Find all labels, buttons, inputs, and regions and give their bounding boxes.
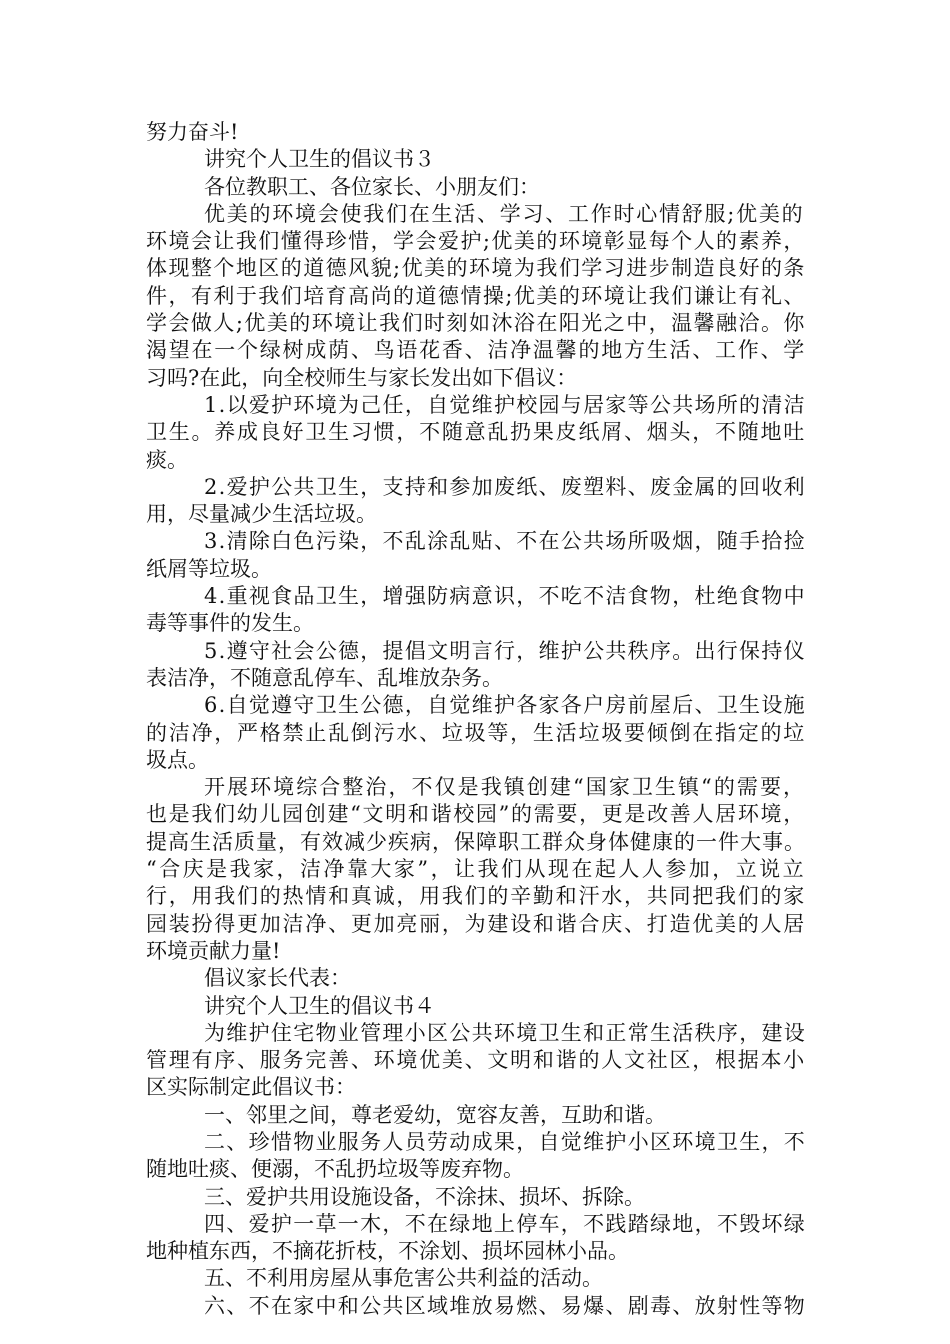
text-line	[146, 1265, 806, 1292]
text-line	[146, 283, 806, 310]
text-line	[146, 501, 806, 528]
text-line-content: 随地吐痰、便溺，不乱扔垃圾等废弃物。	[146, 1157, 524, 1182]
text-line-content: 2.爱护公共卫生，支持和参加废纸、废塑料、废金属的回收利	[204, 474, 806, 499]
text-line-content: 优美的环境会使我们在生活、学习、工作时心情舒服;优美的	[204, 201, 805, 226]
text-line	[146, 965, 806, 992]
text-line-content: 环境贡献力量!	[146, 938, 281, 963]
text-line	[146, 146, 806, 173]
document-page	[146, 119, 806, 1320]
text-line	[146, 583, 806, 610]
text-line	[146, 419, 806, 446]
text-line-content: 1.以爱护环境为己任，自觉维护校园与居家等公共场所的清洁	[204, 392, 806, 417]
text-line	[146, 119, 806, 146]
text-line	[146, 337, 806, 364]
text-line-content: 提高生活质量，有效减少疾病，保障职工群众身体健康的一件大事。	[146, 829, 806, 854]
text-line-content: 件，有利于我们培育高尚的道德情操;优美的环境让我们谦让有礼、	[146, 283, 806, 308]
text-line	[146, 638, 806, 665]
text-line	[146, 1102, 806, 1129]
text-line	[146, 1184, 806, 1211]
text-line	[146, 1047, 806, 1074]
text-line	[146, 1211, 806, 1238]
text-line-content: 五、不利用房屋从事危害公共利益的活动。	[204, 1266, 603, 1291]
text-line	[146, 720, 806, 747]
text-line-content: 各位教职工、各位家长、小朋友们：	[204, 174, 540, 199]
text-line	[146, 1293, 806, 1320]
text-line	[146, 856, 806, 883]
text-line	[146, 692, 806, 719]
text-line-content: 为维护住宅物业管理小区公共环境卫生和正常生活秩序，建设	[204, 1020, 807, 1045]
text-line	[146, 310, 806, 337]
text-line	[146, 938, 806, 965]
text-line-content: 表洁净，不随意乱停车、乱堆放杂务。	[146, 665, 503, 690]
text-line-content: 一、邻里之间，尊老爱幼，宽容友善，互助和谐。	[204, 1102, 666, 1127]
text-line-content: 圾点。	[146, 747, 209, 772]
text-line-content: 卫生。养成良好卫生习惯，不随意乱扔果皮纸屑、烟头，不随地吐	[146, 420, 807, 445]
text-line	[146, 829, 806, 856]
text-line	[146, 447, 806, 474]
text-line-content: 的洁净，严格禁止乱倒污水、垃圾等，生活垃圾要倾倒在指定的垃	[146, 720, 807, 745]
text-line	[146, 911, 806, 938]
text-line-content: 管理有序、服务完善、环境优美、文明和谐的人文社区，根据本小	[146, 1048, 807, 1073]
text-line	[146, 801, 806, 828]
text-line-content: 体现整个地区的道德风貌;优美的环境为我们学习进步制造良好的条	[146, 256, 806, 281]
text-line	[146, 528, 806, 555]
text-line-content: 也是我们幼儿园创建“文明和谐校园”的需要，更是改善人居环境，	[146, 802, 806, 827]
text-line-content: 痰。	[146, 447, 188, 472]
text-line-content: 毒等事件的发生。	[146, 611, 314, 636]
text-line-content: 六、不在家中和公共区域堆放易燃、易爆、剧毒、放射性等物	[204, 1293, 807, 1318]
text-line-content: 环境会让我们懂得珍惜，学会爱护;优美的环境彰显每个人的素养，	[146, 229, 806, 254]
text-line-content: 四、爱护一草一木，不在绿地上停车，不践踏绿地，不毁坏绿	[204, 1211, 807, 1236]
text-line-content: 区实际制定此倡议书：	[146, 1075, 356, 1100]
text-line	[146, 474, 806, 501]
text-line-content: 渴望在一个绿树成荫、鸟语花香、洁净温馨的地方生活、工作、学	[146, 338, 807, 363]
text-line	[146, 747, 806, 774]
text-line-content: 园装扮得更加洁净、更加亮丽，为建设和谐合庆、打造优美的人居	[146, 911, 807, 936]
text-line	[146, 774, 806, 801]
text-line-content: 学会做人;优美的环境让我们时刻如沐浴在阳光之中，温馨融洽。你	[146, 311, 806, 336]
text-line	[146, 1074, 806, 1101]
text-line-content: 地种植东西，不摘花折枝，不涂划、损坏园林小品。	[146, 1239, 629, 1264]
text-line-content: 三、爱护共用设施设备，不涂抹、损坏、拆除。	[204, 1184, 645, 1209]
text-line-content: 倡议家长代表：	[204, 966, 351, 991]
text-line-content: 纸屑等垃圾。	[146, 556, 272, 581]
text-line-content: 二、珍惜物业服务人员劳动成果，自觉维护小区环境卫生，不	[204, 1129, 807, 1154]
text-line	[146, 993, 806, 1020]
text-line	[146, 201, 806, 228]
text-line	[146, 174, 806, 201]
text-line	[146, 255, 806, 282]
text-line	[146, 665, 806, 692]
text-line-content: 努力奋斗!	[146, 120, 239, 144]
text-line	[146, 883, 806, 910]
text-line-content: 开展环境综合整治，不仅是我镇创建“国家卫生镇“的需要，	[204, 775, 807, 800]
text-line-content: 习吗?在此，向全校师生与家长发出如下倡议：	[146, 365, 578, 390]
text-line-content: “合庆是我家，洁净靠大家”，让我们从现在起人人参加，立说立	[146, 857, 807, 882]
text-line-content: 用，尽量减少生活垃圾。	[146, 502, 377, 527]
text-line-content: 3.清除白色污染，不乱涂乱贴、不在公共场所吸烟，随手拾捡	[204, 529, 806, 554]
text-line	[146, 1129, 806, 1156]
text-line-content: 5.遵守社会公德，提倡文明言行，维护公共秩序。出行保持仪	[204, 638, 806, 663]
text-line	[146, 392, 806, 419]
text-line	[146, 365, 806, 392]
text-line-content: 6.自觉遵守卫生公德，自觉维护各家各户房前屋后、卫生设施	[204, 693, 806, 718]
text-line-content: 讲究个人卫生的倡议书４	[204, 993, 435, 1018]
text-line	[146, 1238, 806, 1265]
text-line	[146, 228, 806, 255]
text-line	[146, 1020, 806, 1047]
text-line	[146, 556, 806, 583]
text-line-content: 讲究个人卫生的倡议书３	[204, 147, 435, 172]
text-line	[146, 610, 806, 637]
text-line-content: 行，用我们的热情和真诚，用我们的辛勤和汗水，共同把我们的家	[146, 884, 807, 909]
text-line-content: 4.重视食品卫生，增强防病意识，不吃不洁食物，杜绝食物中	[204, 584, 806, 609]
text-line	[146, 1156, 806, 1183]
